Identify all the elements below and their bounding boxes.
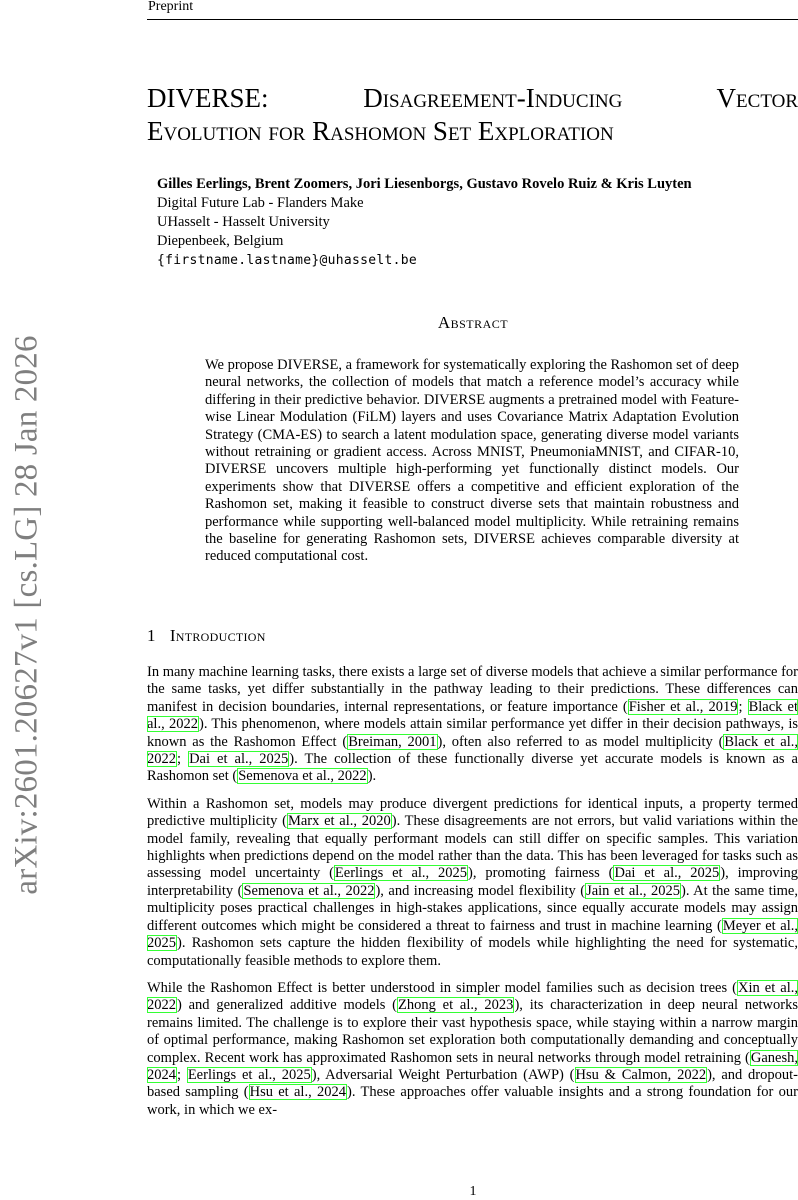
paragraph-2 [147,796,798,970]
section-title: Introduction [169,626,266,645]
citation-link[interactable]: Hsu et al., 2024 [249,1084,346,1101]
text-run: ). This phenomenon, where models attain similar performance yet differ in their decision pathways, is known as the Rashomon Effect ( [147,716,798,750]
citation-link[interactable]: Meyer et al., 2025 [147,917,798,952]
arxiv-identifier[interactable]: arXiv:2601.20627v1 [cs.LG] 28 Jan 2026 [8,335,45,895]
text-run: ). Rashomon sets capture the hidden flexibility of models while highlighting the need for systematic, computationally feasible methods to explore them. [147,935,798,969]
text-run: ). These disagreements are not errors, but valid variations within the model family, revealing that equally performant models can still differ on specific samples. This variation highlights when predictions depend on the model rather than the data. This has been leveraged for tasks such as assessing model uncertainty ( [147,813,798,882]
abstract-heading: Abstract [437,313,509,332]
text-run: ). The collection of these functionally diverse yet accurate models is known as a Rashomon set ( [147,751,798,785]
citation-link[interactable]: Black et al., 2022 [147,733,798,768]
citation-link[interactable]: Black et al., 2022 [147,698,798,733]
abstract-text: We propose DIVERSE, a framework for systematically exploring the Rashomon set of deep neural networks, the collection of models that match a reference model’s accuracy while differing in their predictive behavior. DIVERSE augments a pretrained model with Feature-wise Linear Modulation (FiLM) layers and uses Covariance Matrix Adaptation Evolution Strategy (CMA-ES) to search a latent modulation space, generating diverse model variants without retraining or gradient access. Across MNIST, PneumoniaMNIST, and CIFAR-10, DIVERSE uncovers multiple high-performing yet functionally distinct models. Our experiments show that DIVERSE offers a competitive and efficient exploration of the Rashomon set, making it feasible to construct diverse sets that maintain robustness and performance while supporting well-balanced model multiplicity. While retraining remains the baseline for generating Rashomon sets, DIVERSE achieves comparable diversity at reduced computational cost. [205,357,739,565]
citation-link[interactable]: Semenova et al., 2022 [238,768,367,785]
citation-link[interactable]: Hsu & Calmon, 2022 [575,1066,707,1083]
introduction-body [147,664,798,1129]
page-number: 1 [469,1184,477,1199]
citation-link[interactable]: Eerlings et al., 2025 [334,865,468,882]
citation-link[interactable]: Marx et al., 2020 [287,813,391,830]
header-label: Preprint [148,0,194,14]
title-line-1: DIVERSE: Disagreement-Inducing Vector [147,83,798,113]
text-run: ; [177,751,189,768]
text-run: ), its characterization in deep neural networks remains limited. The challenge is to explore their vast hypothesis space, while staying within a narrow margin of optimal performance, making Rashomon set exploration both computationally demanding and conceptually complex. Recent work has approximated Rashomon sets in neural networks through model retraining ( [147,997,798,1066]
text-run: ; [177,1066,187,1083]
title-line-2: Evolution for Rashomon Set Exploration [147,116,614,146]
affiliation-lab: Digital Future Lab - Flanders Make [157,195,364,211]
text-run: ; [738,698,748,715]
text-run: ). At the same time, multiplicity poses practical challenges in high-stakes applications, since equally accurate models may assign different outcomes which might be considered a threat to fairness and trust in machine learning ( [147,882,798,934]
author-email: {firstname.lastname}@uhasselt.be [157,253,418,268]
affiliation-university: UHasselt - Hasselt University [157,214,330,230]
running-header [147,0,798,20]
citation-link[interactable]: Xin et al., 2022 [147,979,798,1014]
affiliation-location: Diepenbeek, Belgium [157,233,284,249]
citation-link[interactable]: Ganesh, 2024 [147,1049,798,1083]
citation-link[interactable]: Eerlings et al., 2025 [187,1066,311,1083]
text-run: ), promoting fairness ( [468,865,614,882]
text-run: While the Rashomon Effect is better understood in simpler model families such as decision trees ( [147,979,737,996]
author-block [157,175,692,270]
citation-link[interactable]: Breiman, 2001 [348,733,437,750]
author-names: Gilles Eerlings, Brent Zoomers, Jori Liesenborgs, Gustavo Rovelo Ruiz & Kris Luyten [157,176,692,192]
section-number: 1 [147,626,156,645]
citation-link[interactable]: Dai et al., 2025 [614,865,720,882]
text-run: ). [367,768,377,785]
citation-link[interactable]: Jain et al., 2025 [586,882,681,899]
text-run: ). These approaches offer valuable insights and a strong foundation for our work, in which we ex- [147,1084,798,1118]
text-run: Within a Rashomon set, models may produce divergent predictions for identical inputs, a property termed predictive multiplicity ( [147,795,798,830]
citation-link[interactable]: Fisher et al., 2019 [628,698,738,715]
text-run: ) and generalized additive models ( [177,997,397,1014]
text-run: ), and increasing model flexibility ( [375,882,586,899]
paragraph-3 [147,980,798,1119]
paper-title [147,82,798,148]
text-run: ), often also referred to as model multiplicity ( [437,733,724,750]
text-run: ), Adversarial Weight Perturbation (AWP) ( [311,1066,575,1083]
citation-link[interactable]: Zhong et al., 2023 [398,997,514,1014]
text-run: In many machine learning tasks, there exists a large set of diverse models that achieve a similar performance for the same tasks, yet differ substantially in the pathway leading to their predictions. These differences can manifest in decision boundaries, internal representations, or feature importance ( [147,664,798,715]
text-run: ), improving interpretability ( [147,865,798,899]
section-heading [147,626,266,646]
paragraph-1 [147,664,798,786]
arxiv-sidebar [4,320,50,910]
text-run: ), and dropout-based sampling ( [147,1066,798,1101]
citation-link[interactable]: Semenova et al., 2022 [243,882,375,899]
citation-link[interactable]: Dai et al., 2025 [189,751,289,768]
